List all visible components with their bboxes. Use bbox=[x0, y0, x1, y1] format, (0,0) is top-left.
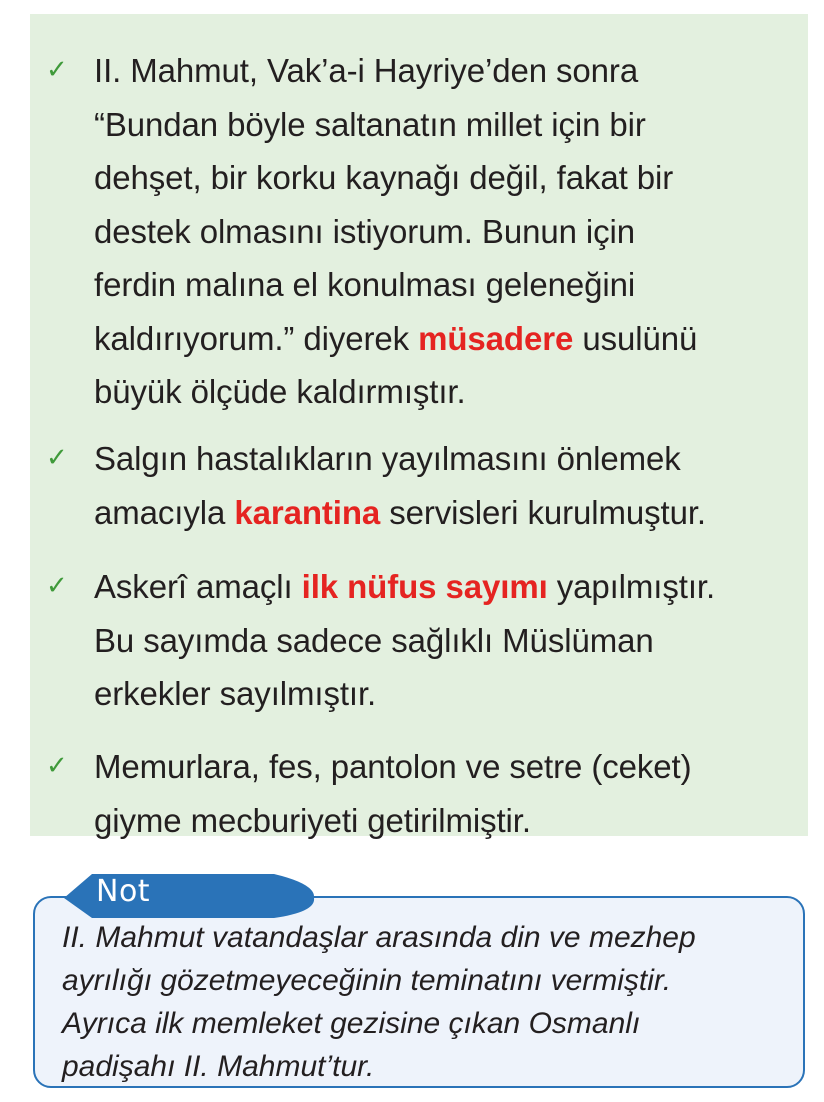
text-segment: ferdin malına el konulması geleneğini bbox=[94, 266, 636, 303]
note-line: ayrılığı gözetmeyeceğinin teminatını vermiştir. bbox=[62, 964, 672, 997]
check-mark-icon: ✓ bbox=[46, 571, 68, 601]
text-segment: Memurlara, fes, pantolon ve setre (ceket) bbox=[94, 748, 692, 785]
check-mark-icon: ✓ bbox=[46, 443, 68, 473]
text-line bbox=[94, 740, 802, 794]
check-mark-icon: ✓ bbox=[46, 751, 68, 781]
text-segment: “Bundan böyle saltanatın millet için bir bbox=[94, 105, 646, 143]
text-line bbox=[94, 667, 802, 721]
note-line: Ayrıca ilk memleket gezisine çıkan Osmanlı bbox=[62, 1007, 641, 1040]
note-line: II. Mahmut vatandaşlar arasında din ve mezhep bbox=[62, 921, 696, 954]
text-segment: Bu sayımda sadece sağlıklı Müslüman bbox=[94, 621, 654, 659]
text-line bbox=[94, 614, 802, 668]
text-segment: kaldırıyorum.” diyerek bbox=[94, 319, 419, 357]
text-line bbox=[94, 98, 802, 152]
text-line bbox=[94, 365, 802, 419]
text-segment: amacıyla bbox=[94, 493, 235, 531]
note-line: padişahı II. Mahmut’tur. bbox=[62, 1050, 375, 1083]
note-label: Not bbox=[96, 874, 151, 909]
text-segment: II. Mahmut, Vak’a-i Hayriye’den sonra bbox=[94, 52, 639, 89]
highlighted-term: müsadere bbox=[418, 319, 574, 357]
text-segment: yapılmıştır. bbox=[547, 568, 716, 605]
text-line bbox=[94, 794, 802, 848]
note-text bbox=[62, 916, 802, 1088]
text-segment: usulünü bbox=[573, 319, 698, 357]
item-text bbox=[94, 432, 802, 539]
text-segment: büyük ölçüde kaldırmıştır. bbox=[94, 373, 466, 410]
highlighted-term: ilk nüfus sayımı bbox=[301, 568, 548, 605]
text-segment: erkekler sayılmıştır. bbox=[94, 675, 377, 712]
text-line bbox=[94, 151, 802, 205]
text-segment: Salgın hastalıkların yayılmasını önlemek bbox=[94, 440, 681, 477]
text-line bbox=[94, 258, 802, 312]
text-line bbox=[94, 312, 802, 366]
text-line bbox=[94, 432, 802, 486]
text-segment: giyme mecburiyeti getirilmiştir. bbox=[94, 801, 531, 839]
text-segment: destek olmasını istiyorum. Bunun için bbox=[94, 212, 636, 250]
check-mark-icon: ✓ bbox=[46, 55, 68, 85]
item-text bbox=[94, 740, 802, 847]
text-segment: servisleri kurulmuştur. bbox=[380, 493, 707, 531]
item-text bbox=[94, 44, 802, 419]
text-segment: Askerî amaçlı bbox=[94, 568, 302, 605]
text-line bbox=[94, 205, 802, 259]
text-line bbox=[94, 560, 802, 614]
text-line bbox=[94, 44, 802, 98]
text-segment: dehşet, bir korku kaynağı değil, fakat bir bbox=[94, 159, 674, 196]
text-line bbox=[94, 486, 802, 540]
item-text bbox=[94, 560, 802, 721]
info-panel bbox=[30, 14, 808, 839]
highlighted-term: karantina bbox=[234, 493, 381, 531]
